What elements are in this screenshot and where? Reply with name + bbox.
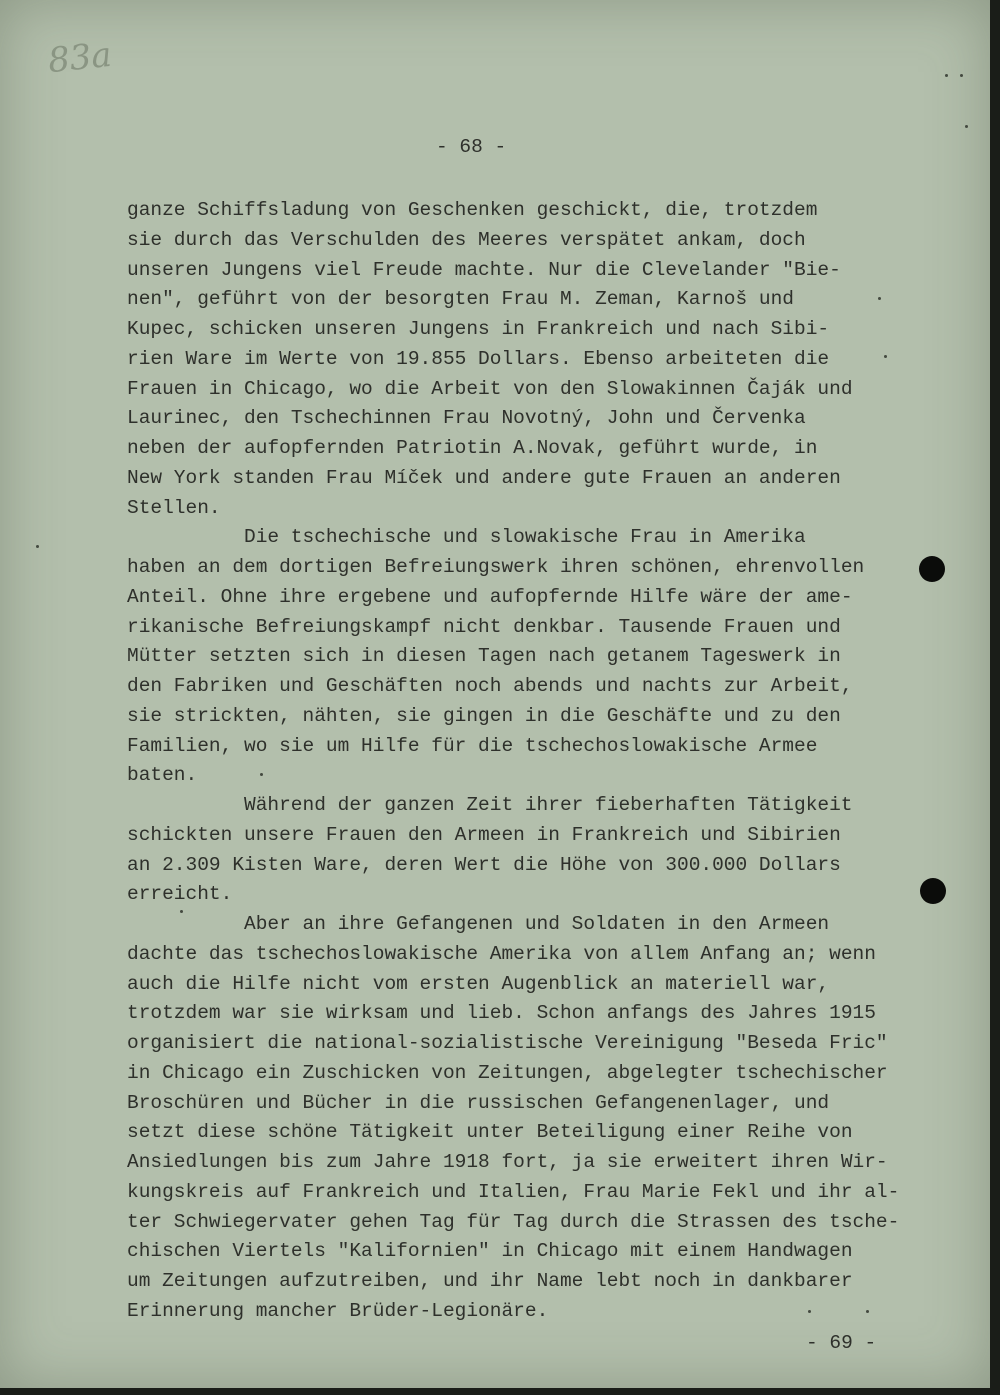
paper-speck xyxy=(945,74,948,77)
text-line: dachte das tschechoslowakische Amerika von allem Anfang an; wenn xyxy=(127,942,876,965)
text-line: Anteil. Ohne ihre ergebene und aufopfernde Hilfe wäre der ame- xyxy=(127,585,853,608)
text-line: in Chicago ein Zuschicken von Zeitungen, abgelegter tschechischer xyxy=(127,1061,888,1084)
text-line: ter Schwiegervater gehen Tag für Tag durch die Strassen des tsche- xyxy=(127,1210,900,1233)
text-line: setzt diese schöne Tätigkeit unter Beteiligung einer Reihe von xyxy=(127,1121,853,1144)
text-line: auch die Hilfe nicht vom ersten Augenblick an materiell war, xyxy=(127,972,830,995)
text-line: schickten unsere Frauen den Armeen in Frankreich und Sibirien xyxy=(127,823,841,846)
page-number-top: - 68 - xyxy=(436,136,507,158)
text-line: nen", geführt von der besorgten Frau M. Zeman, Karnoš und xyxy=(127,288,795,311)
paper-speck xyxy=(866,1310,869,1313)
text-line: New York standen Frau Míček und andere gute Frauen an anderen xyxy=(127,466,841,489)
punch-hole xyxy=(920,878,946,904)
paper-speck xyxy=(180,910,183,913)
text-line: sie strickten, nähten, sie gingen in die Geschäfte und zu den xyxy=(127,704,841,727)
text-line: an 2.309 Kisten Ware, deren Wert die Höhe von 300.000 Dollars xyxy=(127,853,841,876)
text-line: den Fabriken und Geschäften noch abends und nachts zur Arbeit, xyxy=(127,675,853,697)
paper-speck xyxy=(960,74,963,77)
text-line: Mütter setzten sich in diesen Tagen nach getanem Tageswerk in xyxy=(127,645,841,668)
paper-speck xyxy=(884,355,887,358)
text-line: sie durch das Verschulden des Meeres verspätet ankam, doch xyxy=(127,228,806,251)
text-line: Laurinec, den Tschechinnen Frau Novotný, John und Červenka xyxy=(127,407,806,430)
paper-speck xyxy=(36,545,39,548)
handwritten-annotation: 83a xyxy=(46,34,114,82)
text-line: um Zeitungen aufzutreiben, und ihr Name lebt noch in dankbarer xyxy=(127,1270,853,1292)
text-line: ganze Schiffsladung von Geschenken geschickt, die, trotzdem xyxy=(127,199,818,221)
text-line: kungskreis auf Frankreich und Italien, Frau Marie Fekl und ihr al- xyxy=(127,1180,900,1203)
text-line: Broschüren und Bücher in die russischen Gefangenenlager, und xyxy=(127,1091,830,1114)
text-line: Erinnerung mancher Brüder-Legionäre. xyxy=(127,1299,549,1322)
paper-speck xyxy=(878,297,881,300)
text-line: organisiert die national-sozialistische Vereinigung "Beseda Fric" xyxy=(127,1032,888,1054)
paragraph-start-line: Aber an ihre Gefangenen und Soldaten in den Armeen xyxy=(244,913,830,935)
text-line: unseren Jungens viel Freude machte. Nur die Clevelander "Bie- xyxy=(127,258,841,281)
body-text xyxy=(127,196,927,1327)
text-line: rikanische Befreiungskampf nicht denkbar. Tausende Frauen und xyxy=(127,615,841,638)
text-line: Familien, wo sie um Hilfe für die tschechoslowakische Armee xyxy=(127,734,818,757)
text-line: haben an dem dortigen Befreiungswerk ihren schönen, ehrenvollen xyxy=(127,556,865,578)
text-line: neben der aufopfernden Patriotin A.Novak, geführt wurde, in xyxy=(127,437,818,459)
text-line: Frauen in Chicago, wo die Arbeit von den Slowakinnen Čaják und xyxy=(127,377,853,400)
paper-speck xyxy=(808,1310,811,1313)
punch-hole xyxy=(919,556,945,582)
text-line: chischen Viertels "Kalifornien" in Chicago mit einem Handwagen xyxy=(127,1240,853,1263)
paragraph-start-line: Die tschechische und slowakische Frau in Amerika xyxy=(244,526,806,549)
paper-speck xyxy=(965,125,968,128)
text-line: rien Ware im Werte von 19.855 Dollars. Ebenso arbeiteten die xyxy=(127,347,830,370)
text-line: baten. xyxy=(127,764,198,787)
text-line: Kupec, schicken unseren Jungens in Frankreich und nach Sibi- xyxy=(127,318,830,340)
text-line: Stellen. xyxy=(127,496,221,519)
page-number-bottom: - 69 - xyxy=(806,1332,877,1354)
text-line: trotzdem war sie wirksam und lieb. Schon anfangs des Jahres 1915 xyxy=(127,1002,876,1025)
paragraph-start-line: Während der ganzen Zeit ihrer fieberhaften Tätigkeit xyxy=(244,794,853,816)
paper-speck xyxy=(260,773,263,776)
text-line: erreicht. xyxy=(127,883,233,906)
text-line: Ansiedlungen bis zum Jahre 1918 fort, ja sie erweitert ihren Wir- xyxy=(127,1151,888,1173)
